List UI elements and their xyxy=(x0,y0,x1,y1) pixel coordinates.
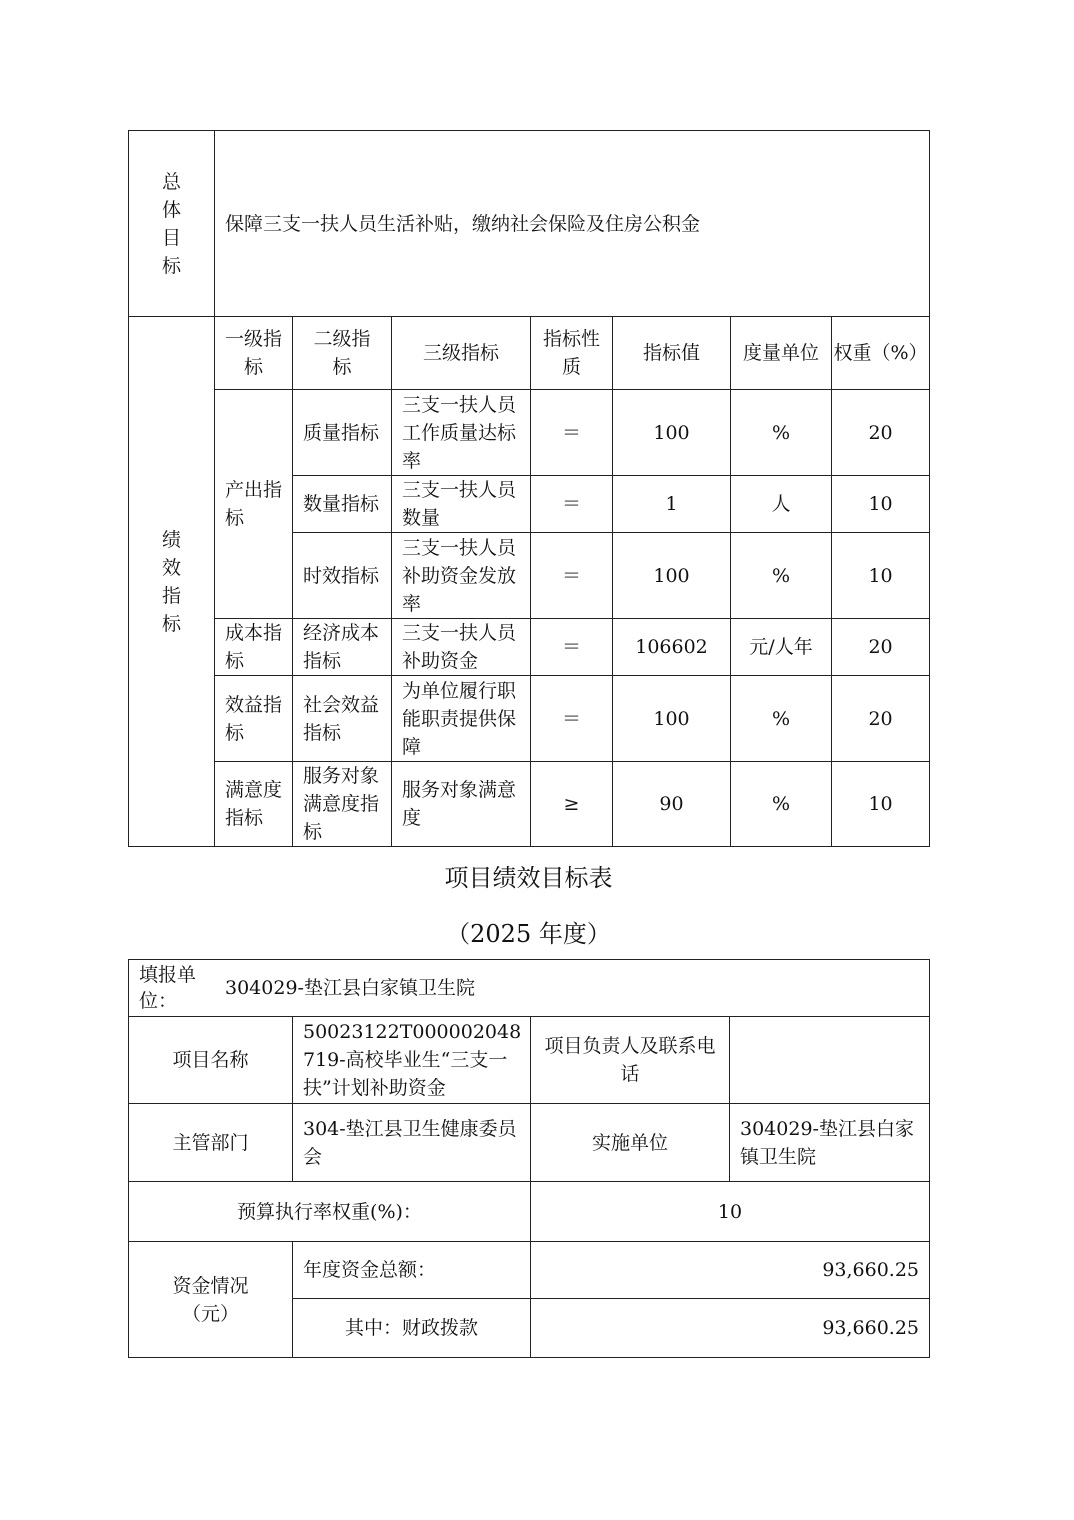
nature-cell: ＝ xyxy=(531,676,613,762)
header-level2: 二级指标 xyxy=(293,317,392,390)
nature-cell: ＝ xyxy=(531,619,613,676)
unit-cell: % xyxy=(731,762,832,847)
weight-cell: 20 xyxy=(832,390,930,476)
performance-indicator-table xyxy=(128,130,930,847)
performance-indicator-label: 绩 效 指 标 xyxy=(129,317,215,847)
level2-cell: 服务对象满意度指标 xyxy=(293,762,392,847)
reporting-unit-label: 填报单位： xyxy=(139,964,197,1012)
header-nature: 指标性质 xyxy=(531,317,613,390)
overall-goal-label: 总 体 目 标 xyxy=(129,131,215,317)
project-name-value: 50023122T000002048719-高校毕业生“三支一扶”计划补助资金 xyxy=(293,1017,531,1104)
implementing-unit-label: 实施单位 xyxy=(531,1104,730,1182)
unit-cell: 元/人年 xyxy=(731,619,832,676)
fiscal-allocation-label: 其中：财政拨款 xyxy=(293,1299,531,1358)
value-cell: 100 xyxy=(613,676,731,762)
level3-cell: 三支一扶人员工作质量达标率 xyxy=(392,390,531,476)
level1-cell: 产出指标 xyxy=(215,390,293,619)
value-cell: 100 xyxy=(613,533,731,619)
value-cell: 1 xyxy=(613,476,731,533)
value-cell: 90 xyxy=(613,762,731,847)
project-name-label: 项目名称 xyxy=(129,1017,293,1104)
weight-cell: 10 xyxy=(832,762,930,847)
nature-cell: ＝ xyxy=(531,390,613,476)
contact-label: 项目负责人及联系电话 xyxy=(531,1017,730,1104)
supervising-dept-value: 304-垫江县卫生健康委员会 xyxy=(293,1104,531,1182)
reporting-unit-row xyxy=(129,960,930,1017)
reporting-unit-value: 304029-垫江县白家镇卫生院 xyxy=(225,977,475,999)
level1-cell: 效益指标 xyxy=(215,676,293,762)
header-level3: 三级指标 xyxy=(392,317,531,390)
supervising-dept-label: 主管部门 xyxy=(129,1104,293,1182)
unit-cell: 人 xyxy=(731,476,832,533)
unit-cell: % xyxy=(731,390,832,476)
annual-total-value: 93,660.25 xyxy=(531,1242,930,1299)
nature-cell: ＝ xyxy=(531,476,613,533)
value-cell: 100 xyxy=(613,390,731,476)
overall-goal-text: 保障三支一扶人员生活补贴，缴纳社会保险及住房公积金 xyxy=(215,131,930,317)
level3-cell: 为单位履行职能职责提供保障 xyxy=(392,676,531,762)
level1-cell: 满意度指标 xyxy=(215,762,293,847)
level3-cell: 三支一扶人员补助资金 xyxy=(392,619,531,676)
table-row xyxy=(129,762,930,847)
header-weight: 权重（%） xyxy=(832,317,930,390)
weight-cell: 10 xyxy=(832,476,930,533)
value-cell: 106602 xyxy=(613,619,731,676)
level3-cell: 服务对象满意度 xyxy=(392,762,531,847)
weight-cell: 10 xyxy=(832,533,930,619)
annual-total-label: 年度资金总额： xyxy=(293,1242,531,1299)
level2-cell: 质量指标 xyxy=(293,390,392,476)
header-unit: 度量单位 xyxy=(731,317,832,390)
project-info-table xyxy=(128,959,930,1358)
table-row xyxy=(129,390,930,476)
weight-cell: 20 xyxy=(832,676,930,762)
nature-cell: ＝ xyxy=(531,533,613,619)
level3-cell: 三支一扶人员数量 xyxy=(392,476,531,533)
table-row xyxy=(129,676,930,762)
level1-cell: 成本指标 xyxy=(215,619,293,676)
budget-weight-label: 预算执行率权重(%)： xyxy=(129,1182,531,1242)
header-level1: 一级指标 xyxy=(215,317,293,390)
level2-cell: 时效指标 xyxy=(293,533,392,619)
nature-cell: ≥ xyxy=(531,762,613,847)
level2-cell: 经济成本指标 xyxy=(293,619,392,676)
budget-weight-value: 10 xyxy=(531,1182,930,1242)
form-year: （2025 年度） xyxy=(446,920,611,948)
fiscal-allocation-value: 93,660.25 xyxy=(531,1299,930,1358)
weight-cell: 20 xyxy=(832,619,930,676)
implementing-unit-value: 304029-垫江县白家镇卫生院 xyxy=(730,1104,930,1182)
form-title: 项目绩效目标表 xyxy=(444,864,613,892)
unit-cell: % xyxy=(731,676,832,762)
level2-cell: 社会效益指标 xyxy=(293,676,392,762)
funds-label: 资金情况（元） xyxy=(129,1242,293,1358)
contact-value xyxy=(730,1017,930,1104)
unit-cell: % xyxy=(731,533,832,619)
level2-cell: 数量指标 xyxy=(293,476,392,533)
level3-cell: 三支一扶人员补助资金发放率 xyxy=(392,533,531,619)
table-row xyxy=(129,619,930,676)
header-value: 指标值 xyxy=(613,317,731,390)
